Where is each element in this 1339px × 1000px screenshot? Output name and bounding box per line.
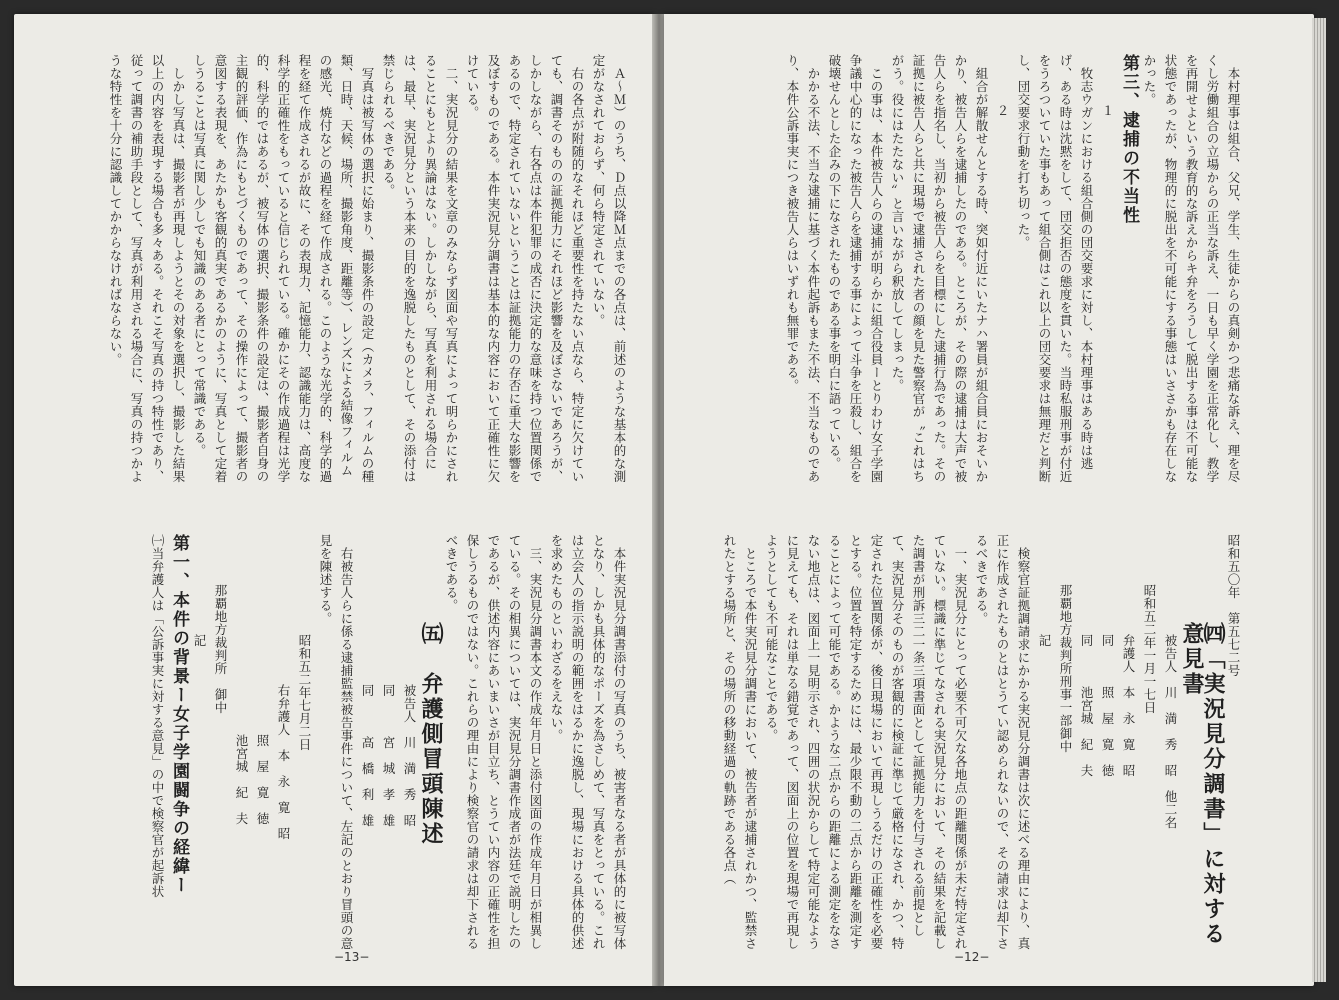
part1-text: ㈠当弁護人は「公訴事実に対する意見」の中で検察官が起訴状 <box>150 534 165 898</box>
defendant-line: 同 高 橋 利 雄 <box>360 684 375 827</box>
page-number: −12− <box>954 950 990 964</box>
doc-title: ㈣「実況見分調書」に対する意見書 <box>1179 622 1226 947</box>
right-page <box>664 14 1314 986</box>
right-upper-text <box>684 54 1244 494</box>
paragraph: かかる不法、不当な逮捕に基づく本件起訴もまた不法、不当なものであり、本件公訴事実につき被告人らはいずれも無罪である。 <box>785 54 821 483</box>
page-number: −13− <box>334 950 370 964</box>
paragraph: 牧志ウガンにおける組合側の団交要求に対し、本村理事はある時は逃げ、ある時は沈黙をして、団交拒否の態度を貫いた。当時私服刑事が付近をうろついていた事もあって組合側はこれ以上の団交要求は無理だと判断し、団交要求行動を打ち切った。 <box>1016 54 1094 483</box>
defendant-line: 同 宮 城 孝 雄 <box>381 684 396 827</box>
doc-number: 昭和五〇年 第五七二号 <box>1226 534 1241 677</box>
item-number: １ <box>1100 104 1115 117</box>
section3-heading: 第三、逮捕の不当性 <box>1119 54 1139 225</box>
paragraph: 右の各点が附随的なそれほど重要性を持たない点なら、特定に欠けていても、調書そのものの証拠能力にそれほど影響を及ぼさないであろうが、しかしながら、右各点は本件犯罪の成否に決定的な意味を持つ位置関係であるので、特定されていないということは証拠能力の存否に重大な影響を及ぼすものである。本件実況見分調書は基本的な内容において正確性に欠けている。 <box>465 54 585 483</box>
lawyer-line: 同 池宮城 紀 夫 <box>1079 634 1094 777</box>
court: 那覇地方裁判所 御中 <box>213 584 228 714</box>
lawyer-line: 弁護人 本 永 寛 昭 <box>1121 634 1136 777</box>
paragraph: 本件実況見分調書添付の写真のうち、被害者なる者が具体的に被写体となり、しかも具体的なポーズを為さしめて、写真をとっている。これは立会人の指示説明の範囲をはるかに逸脱し、現場における具体的供述を求めたものといわざるをえない。 <box>549 534 627 950</box>
paragraph: 本村理事は組合、父兄、学生、生徒からの真剣かつ悲痛な訴え、理を尽くし労働組合の立場からの正当な訴え、一日も早く学園を正常化し、教学を再開せよという教育的な訴えからキ弁をろうして脱出する事は不可能な状態であったが、物理的に脱出を不可能にする事態はいささかも存在しなかった。 <box>1142 54 1241 483</box>
paragraph: 組合が解散せんとする時、突如付近にいたナハ署員が組合員におそいかかり、被告人らを逮捕したのである。ところが、その際の逮捕は大声で被告人らを指名し、当初から被告人らを目標にした逮捕行為であった。その証拠に被告人らと共に現場で逮捕された者の顔を見た警察官が〝これはちがう。役にはたたない〟と言いながら釈放してしまった。 <box>890 54 989 483</box>
statement: 右被告人らに係る逮捕監禁被告事件について、左記のとおり冒頭の意見を陳述する。 <box>318 534 354 950</box>
defendant-line: 被告人 川 満 秀 昭 <box>402 684 417 827</box>
left-lower-text <box>30 534 630 954</box>
paragraph: この事は、本件被告人らの逮捕が明らかに組合役員ーとりわけ女子学園争議中心的になった被告人らを逮捕する事によって斗争を圧殺し、組合を破壊せんとした企みの下になされたものである事を明白に語っている。 <box>827 54 884 483</box>
ki-mark: 記 <box>192 634 207 647</box>
paragraph: 一、実況見分にとって必要不可欠な各地点の距離関係が未だ特定されていない。標識に準じてなされる実況見分において、その結果を記載した調書が刑訴三二一条三項書面として証拠能力を付与される前提として、実況見分そのものが客観的に検証に準じて厳格になされ、かつ、特定された位置関係が、後日現場において再現しうるだけの正確性を必要とする。位置を特定するためには、最少限不動の二点から距離を測定することによって可能である。かような二点からの距離による測定をなさない地点は、図面上一見明示され、四囲の状況からして特定可能なように見えても、それは単なる錯覚であって、図面上の位置を現場で再現しようとしても不可能なことである。 <box>764 534 968 950</box>
part1-heading: 第一、本件の背景ー女子学園闘争の経緯ー <box>169 534 189 895</box>
paragraph: 写真は被写体の選択に始まり、撮影条件の設定（カメラ、フィルムの種類、日時、天候、場所、撮影角度、距離等）、レンズによる結像フィルムの感光、焼付などの過程を経て作成される。このような光学的、科学的過程を経て作成されるが故に、その表現力、記憶能力、認識能力は、高度な科学的正確性をもっていると信じられている。確かにその作成過程は光学的、科学的ではあるが、被写体の選択、撮影条件の設定は、撮影者自身の主観的評価、作為にもとづくものであって、その操作によって、撮影者の意図する表現を、あたかも客観的真実であるかのように、写真として定着しうることは写真に関し少しでも知識のある者にとって常識である。 <box>192 54 375 483</box>
defendants-line: 被告人 川 満 秀 昭 他二名 <box>1163 634 1178 829</box>
date: 昭和五二年一月一七日 <box>1142 584 1157 714</box>
page-edge-stack <box>1312 18 1326 982</box>
paragraph: 三、実況見分調書本文の作成年月日と添付図面の作成年月日が相異している。その相異については、実況見分調書作成者が法廷で説明したのであるが、供述内容にあいまいさが目立ち、とうてい内容の正確性を担保しうるものではない。これらの理由により検察官の請求は却下されるべきである。 <box>444 534 543 950</box>
paragraph: Ａ〜Ｍ）のうち、Ｄ点以降Ｍ点までの各点は、前述のような基本的な測定がなされておらず、何ら特定されていない。 <box>591 54 627 483</box>
left-upper-text <box>40 54 630 484</box>
paragraph: 二、実況見分の結果を文章のみならず図面や写真によって明らかにされることにもとより異論はない。しかしながら、写真を利用される場合には、最早、実況見分という本来の目的を逸脱したものとして、その添付は禁じられるべきである。 <box>381 54 459 483</box>
court: 那覇地方裁判所刑事一部御中 <box>1058 584 1073 753</box>
lawyer-line: 照 屋 寛 徳 <box>255 734 270 825</box>
left-page <box>14 14 654 986</box>
paragraph: ところで本件実況見分調書において、被告者が逮捕されかつ、監禁されたとする場所と、その場所の移動経過の軌跡である各点（ <box>722 534 758 950</box>
ki-mark: 記 <box>1037 634 1052 647</box>
item-number: ２ <box>995 104 1010 117</box>
section-title: ㈤ 弁護側冒頭陳述 <box>418 622 444 847</box>
paragraph: 検察官証拠調請求にかかる実況見分調書は次に述べる理由により、真正に作成されたものとはとうてい認められないので、その請求は却下さるべきである。 <box>974 534 1031 950</box>
lawyer-line: 同 照 屋 寛 徳 <box>1100 634 1115 777</box>
lawyer-line: 池宮城 紀 夫 <box>234 734 249 825</box>
lawyer-line: 右弁護人 本 永 寛 昭 <box>276 684 291 840</box>
date: 昭和五二年七月二日 <box>297 634 312 751</box>
right-lower-text <box>684 534 1244 954</box>
paragraph: しかし写真は、撮影者が再現しようとその対象を選択し、撮影した結果以上の内容を表現する場合も多々ある。それこそ写真の持つ特性であり、従って調書の補助手段として、写真が利用される場合に、写真の持つかような特性を十分に認識してかからなければならない。 <box>108 54 186 483</box>
